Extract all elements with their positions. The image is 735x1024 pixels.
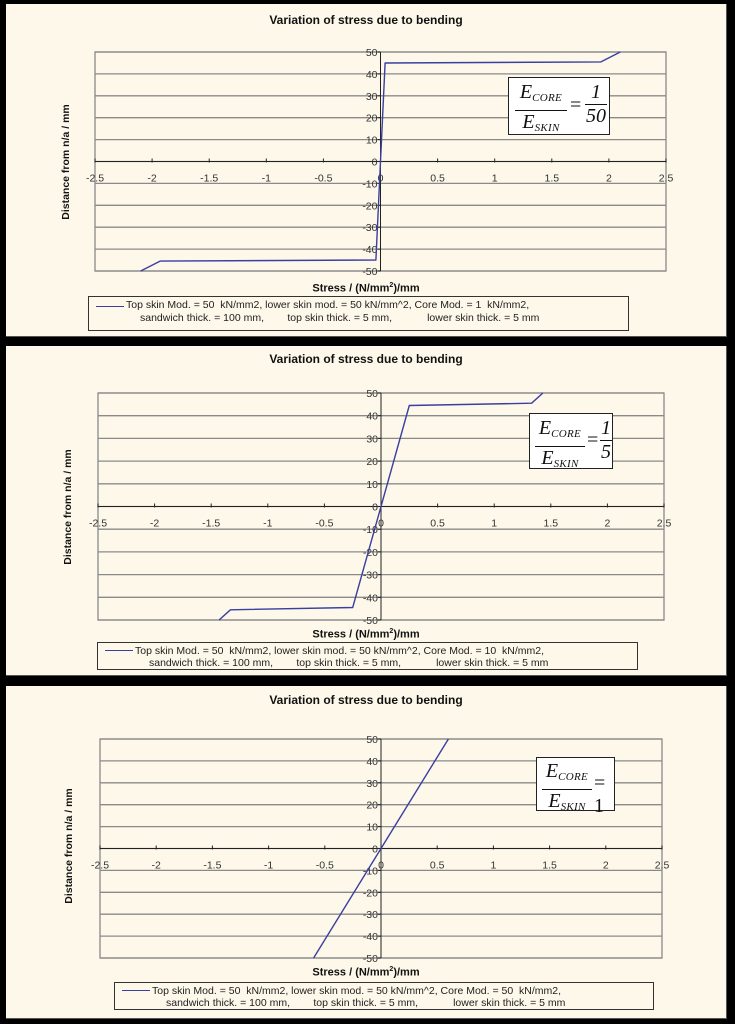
x-tick-label: -1.5 [200,172,219,185]
chart-panel-3 [6,686,727,1019]
y-tick-label: 0 [371,156,378,169]
x-tick-label: -2 [147,172,157,185]
y-tick-label: 40 [366,755,378,768]
x-tick-label: 2 [602,859,609,872]
x-tick-label: 0.5 [429,859,445,872]
x-tick-label: -2.5 [88,517,108,530]
x-axis-label: Stress / $(N/mm^2)/mm$ [312,966,420,979]
y-tick-label: 30 [366,433,378,446]
x-tick-label: 1.5 [544,172,560,185]
x-tick-label: -2.5 [85,172,105,185]
x-tick-label: 0 [377,172,384,185]
legend-line-swatch [122,990,150,991]
y-tick-label: -50 [362,266,378,278]
x-tick-label: 0.5 [430,517,445,530]
x-tick-label: -2 [151,859,161,872]
y-tick-label: -40 [362,244,378,257]
x-tick-label: 2 [605,172,612,185]
x-tick-label: -1.5 [202,517,221,530]
modulus-ratio-annotation: $E_{CORE}$ $E_{SKIN}$ = $\frac{1}{50}$ [508,77,610,135]
y-tick-label: 40 [365,68,378,81]
x-tick-label: 1 [490,859,497,872]
chart-title: Variation of stress due to bending [269,352,463,366]
y-axis-label: Distance from n/a / mm [60,104,72,220]
y-tick-label: -30 [362,569,378,582]
legend-line-swatch [105,650,133,651]
legend-line-swatch [96,306,124,307]
y-tick-label: 20 [366,799,378,812]
modulus-ratio-annotation: $E_{CORE}$ $E_{SKIN}$ = 1 [536,757,615,811]
y-tick-label: 50 [366,388,378,400]
x-tick-label: 1.5 [542,859,557,872]
y-tick-label: 50 [365,47,378,59]
y-tick-label: -40 [362,592,378,605]
y-tick-label: -10 [362,524,378,537]
chart-panel-2 [6,346,727,676]
y-tick-label: -20 [362,200,378,213]
chart-panel-1 [6,4,727,337]
x-tick-label: 0.5 [430,172,445,185]
x-tick-label: 0 [378,859,384,872]
y-tick-label: -50 [362,615,378,627]
y-tick-label: -30 [362,909,378,922]
y-tick-label: 20 [365,112,378,125]
legend: Top skin Mod. = 50 kN/mm2, lower skin mod. = 50 kN/mm^2, Core Mod. = 10 kN/mm2, sandwich thick. = 100 mm, top skin thick. = 5 mm, lower skin thick. = 5 mm [97,642,638,670]
x-tick-label: 2 [604,517,611,530]
modulus-ratio-annotation: $E_{CORE}$ $E_{SKIN}$ = $\frac{1}{5}$ [529,413,613,469]
y-tick-label: 10 [366,821,378,834]
legend: Top skin Mod. = 50 kN/mm2, lower skin mod. = 50 kN/mm^2, Core Mod. = 1 kN/mm2, sandwich thick. = 100 mm, top skin thick. = 5 mm, lower skin thick. = 5 mm [88,296,629,331]
x-axis-label: Stress / $(N/mm^2)/mm$ [312,628,420,641]
y-tick-label: 30 [365,90,378,103]
x-tick-label: -1 [263,859,274,872]
x-tick-label: -1 [261,172,271,185]
x-tick-label: 0 [378,517,384,530]
plot-area [6,346,727,676]
y-tick-label: 0 [372,843,378,856]
y-tick-label: 10 [366,478,378,491]
y-axis-label: Distance from n/a / mm [63,788,75,904]
y-tick-label: 40 [366,410,378,423]
chart-title: Variation of stress due to bending [269,13,463,27]
x-tick-label: 2.5 [654,859,670,872]
x-tick-label: -0.5 [315,859,334,872]
x-tick-label: -2.5 [90,859,110,872]
x-tick-label: -0.5 [315,517,334,530]
x-tick-label: -1 [263,517,273,530]
x-tick-label: -1.5 [203,859,222,872]
x-tick-label: 2.5 [658,172,674,185]
y-axis-label: Distance from n/a / mm [62,449,74,565]
y-tick-label: -30 [362,222,378,235]
x-tick-label: 1 [491,517,498,530]
y-tick-label: -20 [362,546,378,559]
x-tick-label: -2 [149,517,160,530]
y-tick-label: 50 [366,734,378,746]
chart-title: Variation of stress due to bending [269,693,463,707]
y-tick-label: 30 [366,777,378,790]
y-tick-label: -20 [362,887,378,900]
y-tick-label: 10 [365,134,378,147]
x-tick-label: 1.5 [543,517,559,530]
y-tick-label: -10 [362,178,378,191]
y-tick-label: 0 [372,501,378,514]
y-tick-label: -40 [362,931,378,944]
y-tick-label: -50 [362,953,378,965]
legend: Top skin Mod. = 50 kN/mm2, lower skin mod. = 50 kN/mm^2, Core Mod. = 50 kN/mm2, sandwich thick. = 100 mm, top skin thick. = 5 mm, lower skin thick. = 5 mm [114,982,654,1010]
x-tick-label: -0.5 [314,172,333,185]
x-tick-label: 1 [491,172,498,185]
y-tick-label: -10 [362,865,378,878]
x-axis-label: Stress / $(N/mm^2)/mm$ [312,282,420,295]
x-tick-label: 2.5 [656,517,672,530]
y-tick-label: 20 [366,456,378,469]
